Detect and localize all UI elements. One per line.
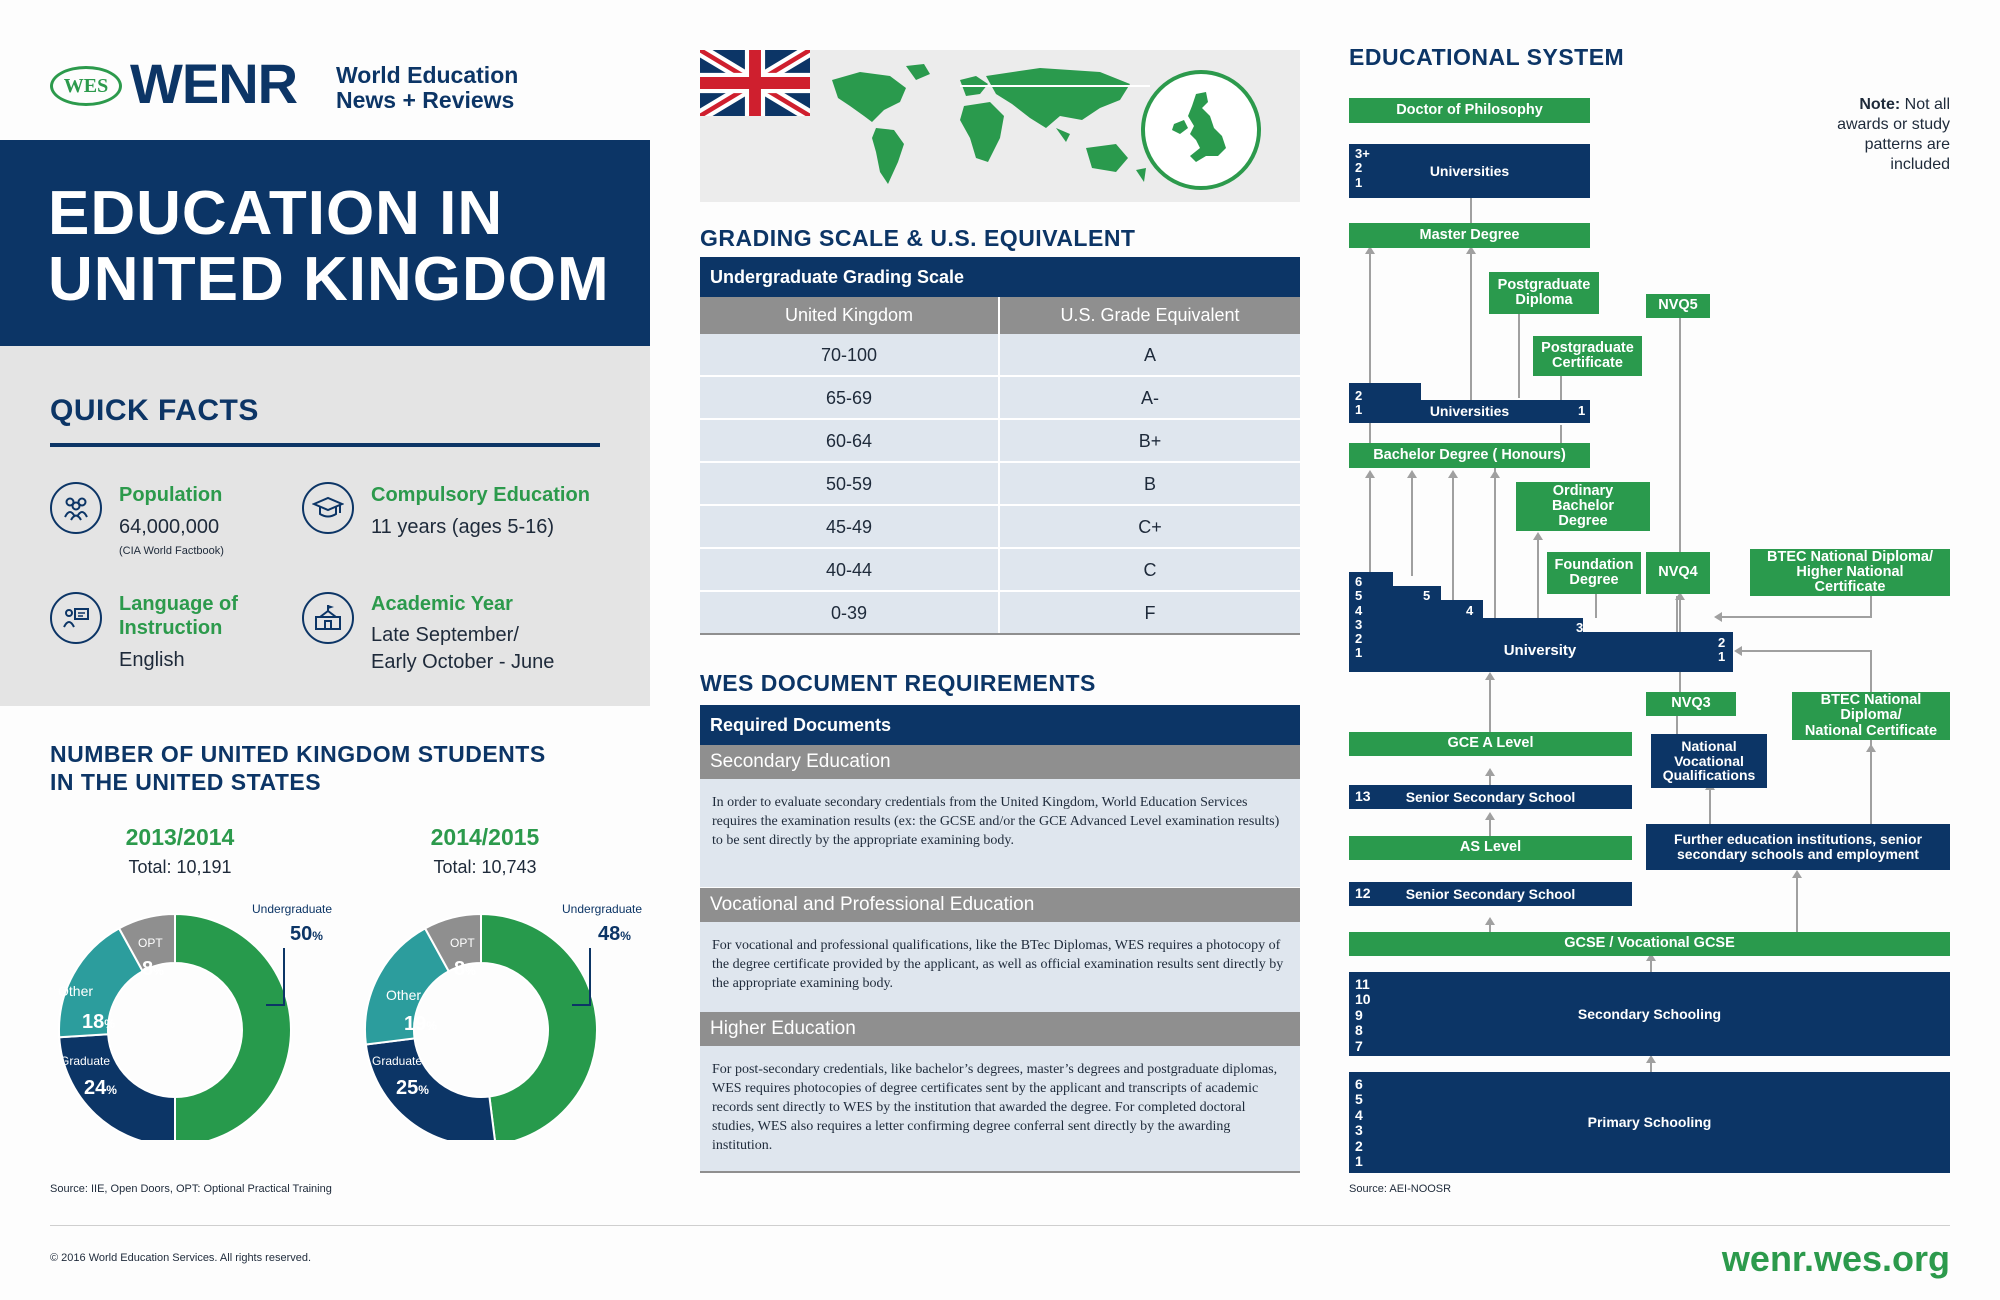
- footer-url[interactable]: wenr.wes.org: [1721, 1238, 1950, 1279]
- graduation-cap-icon: [302, 482, 354, 534]
- grade-us: F: [1144, 603, 1156, 623]
- students-heading-line1: NUMBER OF UNITED KINGDOM STUDENTS: [50, 741, 546, 767]
- connector: [1679, 318, 1681, 578]
- grade-us: B: [1143, 474, 1156, 494]
- students-heading-line2: IN THE UNITED STATES: [50, 769, 322, 795]
- bachelor-box[interactable]: Bachelor Degree ( Honours): [1349, 443, 1590, 468]
- nvq5-box[interactable]: NVQ5: [1646, 294, 1710, 318]
- donut-label-graduate: Graduate: [372, 1054, 423, 1068]
- grade-uk: 0-39: [700, 592, 1000, 633]
- grade-row: [700, 506, 1300, 549]
- grade-uk: 65-69: [700, 377, 1000, 418]
- language-value: English: [119, 649, 185, 671]
- donut-value-graduate: 24%: [84, 1077, 117, 1099]
- university-step-4: [1441, 600, 1483, 672]
- nvq4-box[interactable]: NVQ4: [1646, 552, 1710, 594]
- connector: [1369, 476, 1371, 576]
- arrow-up-icon: [1866, 744, 1876, 752]
- connector: [1738, 650, 1872, 652]
- documents-table-title: Required Documents: [700, 705, 1300, 745]
- arrow-left-icon: [1734, 646, 1742, 656]
- academic-year-value-line1: Late September/: [371, 624, 519, 646]
- arrow-up-icon: [1485, 917, 1495, 925]
- donut-value-other: 18%: [82, 1011, 115, 1033]
- connector: [1470, 250, 1472, 400]
- btec-nc-l1: BTEC National: [1820, 692, 1922, 709]
- donut-label-opt: OPT: [138, 936, 163, 950]
- title-banner: [0, 140, 650, 346]
- doc-secondary-title: Secondary Education: [700, 745, 1300, 779]
- copyright: © 2016 World Education Services. All rights reserved.: [50, 1252, 312, 1264]
- btec-hnc-l3: Certificate: [1814, 579, 1886, 596]
- arrow-up-icon: [1365, 470, 1375, 478]
- foundation-l2: Degree: [1569, 572, 1619, 588]
- grade-row: [700, 463, 1300, 506]
- page-title-line1: EDUCATION IN: [48, 179, 504, 248]
- universities-top-box[interactable]: Universities: [1349, 144, 1590, 198]
- primary-schooling-box[interactable]: Primary Schooling: [1349, 1072, 1950, 1173]
- year-13: 13: [1355, 788, 1371, 804]
- system-heading: EDUCATIONAL SYSTEM: [1349, 44, 1625, 70]
- years-primary: [1355, 1077, 1363, 1169]
- grading-rows: [700, 334, 1300, 635]
- doc-secondary-text: In order to evaluate secondary credentials from the United Kingdom, World Education Services requires the examination results (ex: the GCSE and/or the GCE Advanced Level examination results) to be sent directly by the appropriate examining body.: [700, 779, 1300, 887]
- documents-heading: WES DOCUMENT REQUIREMENTS: [700, 670, 1096, 696]
- tagline-line2: News + Reviews: [336, 87, 515, 113]
- donut-value-undergraduate: 50%: [290, 923, 323, 945]
- donut-value-undergraduate: 48%: [598, 923, 631, 945]
- year-label: 2: [1355, 160, 1363, 176]
- donut-label-other: Other: [58, 983, 94, 999]
- wes-logo-text: WES: [63, 74, 109, 97]
- grade-row: [700, 549, 1300, 592]
- years-secondary: [1355, 977, 1371, 1054]
- ordinary-bachelor-box[interactable]: [1516, 482, 1650, 531]
- gce-a-level-box[interactable]: GCE A Level: [1349, 732, 1632, 756]
- arrow-up-icon: [1485, 672, 1495, 680]
- language-label-line1: Language of: [119, 593, 238, 615]
- academic-year-label: Academic Year: [371, 593, 513, 615]
- donut-value-other: 19%: [404, 1013, 437, 1035]
- note-bold: Note:: [1859, 96, 1901, 113]
- page-title-line2: UNITED KINGDOM: [48, 245, 610, 314]
- connector: [1411, 476, 1413, 576]
- pg-cert-l2: Certificate: [1552, 355, 1623, 371]
- connector: [1870, 750, 1872, 824]
- years-top: [1355, 147, 1370, 190]
- world-map-icon: [820, 58, 1170, 198]
- chart-total-2014: Total: 10,743: [433, 857, 537, 877]
- grade-row: [700, 420, 1300, 463]
- foundation-degree-box[interactable]: [1547, 552, 1641, 594]
- ordinary-l1: Ordinary: [1552, 482, 1614, 499]
- population-label: Population: [119, 484, 223, 506]
- quick-facts-rule: [50, 443, 600, 447]
- year-label: 1: [1355, 1152, 1363, 1169]
- year-label: 2: [1355, 1137, 1363, 1154]
- year-label: 1: [1355, 402, 1363, 418]
- donut-label-undergraduate: Undergraduate: [562, 902, 643, 916]
- note-line3: patterns are: [1864, 136, 1950, 153]
- connector: [1452, 476, 1454, 602]
- grade-us: A-: [1141, 388, 1159, 408]
- year-label: 10: [1355, 991, 1371, 1008]
- arrow-up-icon: [1485, 812, 1495, 820]
- grade-uk: 60-64: [700, 420, 1000, 461]
- donut-value-graduate: 25%: [396, 1077, 429, 1099]
- university-label: University: [1503, 642, 1577, 659]
- quick-facts-heading: QUICK FACTS: [50, 394, 259, 427]
- year-label: 3: [1355, 1122, 1363, 1139]
- doc-higher-title: Higher Education: [700, 1012, 1300, 1046]
- further-l2: secondary schools and employment: [1677, 846, 1919, 862]
- grade-us: C+: [1138, 517, 1162, 537]
- arrow-left-icon: [1714, 612, 1722, 622]
- donut-chart-2014: [346, 880, 656, 1140]
- year-label: 3+: [1355, 146, 1370, 161]
- year-mid-right: 1: [1578, 403, 1586, 418]
- btec-nc-l2: Diploma/: [1840, 707, 1902, 724]
- nvq3-box[interactable]: NVQ3: [1646, 692, 1736, 716]
- chart-title-2014: 2014/2015: [430, 824, 540, 850]
- btec-nc-box[interactable]: [1792, 692, 1950, 740]
- grade-uk: 40-44: [700, 549, 1000, 590]
- senior-13-box[interactable]: Senior Secondary School: [1349, 785, 1632, 809]
- pg-diploma-l1: Postgraduate: [1497, 276, 1591, 293]
- system-note: [1800, 95, 1950, 175]
- population-note: (CIA World Factbook): [119, 545, 224, 557]
- arrow-up-icon: [1533, 532, 1543, 540]
- arrow-up-icon: [1490, 470, 1500, 478]
- years-univ: [1355, 575, 1362, 661]
- population-icon: [50, 482, 102, 534]
- donut-chart-2013: [40, 880, 350, 1140]
- pg-diploma-box[interactable]: [1489, 272, 1599, 314]
- nvq-l3: Qualifications: [1662, 767, 1756, 784]
- tagline-line1: World Education: [336, 62, 519, 88]
- year-label: 11: [1355, 976, 1370, 992]
- doctor-box[interactable]: Doctor of Philosophy: [1349, 98, 1590, 123]
- year-label: 1: [1355, 174, 1363, 190]
- grade-uk: 50-59: [700, 463, 1000, 504]
- donut-label-undergraduate: Undergraduate: [252, 902, 333, 916]
- senior-12-box[interactable]: Senior Secondary School: [1349, 882, 1632, 906]
- step-label-4: 4: [1466, 603, 1474, 618]
- year-label: 2: [1355, 388, 1363, 403]
- system-source: Source: AEI-NOOSR: [1349, 1183, 1452, 1195]
- school-icon: [302, 592, 354, 644]
- grade-uk: 45-49: [700, 506, 1000, 547]
- year-label: 5: [1355, 1091, 1363, 1108]
- universities-mid-box[interactable]: Universities: [1349, 400, 1590, 423]
- grade-row: [700, 377, 1300, 420]
- further-education-box[interactable]: [1646, 824, 1950, 870]
- doc-vocational-text: For vocational and professional qualifications, like the BTec Diplomas, WES requires a photocopy of the degree certificate provided by the applicant, as well as official examination results sent directly by the appropriate examining body.: [700, 922, 1300, 1012]
- connector: [1676, 596, 1678, 634]
- connector: [1796, 876, 1798, 932]
- year-label: 6: [1355, 574, 1363, 589]
- grade-uk: 70-100: [700, 334, 1000, 375]
- nvq-l1: National: [1681, 737, 1737, 754]
- connector: [1560, 375, 1562, 400]
- donut-label-opt: OPT: [450, 936, 475, 950]
- year-label: 8: [1355, 1022, 1363, 1039]
- donut-slice-graduate: [59, 1034, 175, 1140]
- grade-row: [700, 592, 1300, 635]
- pg-diploma-l2: Diploma: [1515, 292, 1573, 308]
- btec-hnc-l2: Higher National: [1796, 563, 1904, 580]
- wenr-logo[interactable]: WENR: [130, 52, 298, 115]
- connector: [1489, 678, 1491, 740]
- academic-year-value-line2: Early October - June: [371, 651, 555, 673]
- step-label-3: 3: [1576, 620, 1584, 635]
- grading-col-header-us: U.S. Grade Equivalent: [1000, 297, 1300, 334]
- secondary-schooling-box[interactable]: Secondary Schooling: [1349, 972, 1950, 1056]
- speech-icon: [50, 592, 102, 644]
- grading-table-title: Undergraduate Grading Scale: [700, 257, 1300, 297]
- donut-label-graduate: Graduate: [60, 1054, 111, 1068]
- arrow-up-icon: [1407, 470, 1417, 478]
- note-line1: Not all: [1900, 96, 1950, 113]
- btec-nc-l3: National Certificate: [1804, 722, 1938, 739]
- grading-heading: GRADING SCALE & U.S. EQUIVALENT: [700, 225, 1136, 251]
- university-step-5: [1393, 586, 1441, 672]
- pg-certificate-box[interactable]: [1533, 336, 1642, 376]
- note-line4: included: [1890, 156, 1950, 173]
- chart-title-2013: 2013/2014: [125, 824, 235, 850]
- gcse-box[interactable]: GCSE / Vocational GCSE: [1349, 932, 1950, 956]
- donut-value-opt: 8%: [454, 958, 476, 980]
- master-box[interactable]: Master Degree: [1349, 223, 1590, 248]
- year-label: 2: [1718, 635, 1726, 650]
- footer-rule: [50, 1225, 1950, 1226]
- arrow-up-icon: [1646, 1055, 1656, 1063]
- grade-us: C: [1143, 560, 1157, 580]
- donut-slice-undergraduate: [175, 914, 291, 1140]
- grading-col-header-uk: United Kingdom: [700, 297, 1000, 334]
- donut-value-opt: 8%: [142, 958, 164, 980]
- year-label: 2: [1355, 631, 1363, 647]
- students-source: Source: IIE, Open Doors, OPT: Optional Practical Training: [50, 1183, 332, 1195]
- year-label: 4: [1355, 602, 1363, 618]
- year-label: 3: [1355, 616, 1363, 632]
- foundation-l1: Foundation: [1554, 556, 1634, 573]
- connector: [1676, 716, 1678, 734]
- years-univ-right: [1718, 636, 1725, 665]
- further-l1: Further education institutions, senior: [1673, 831, 1923, 848]
- nvq-l2: Vocational: [1674, 752, 1744, 769]
- nvq-box[interactable]: [1651, 734, 1767, 788]
- grade-us: A: [1143, 345, 1156, 365]
- wes-logo[interactable]: [50, 66, 122, 106]
- uk-map-circle: [1141, 70, 1261, 190]
- years-mid-left: [1355, 389, 1362, 418]
- connector: [1494, 466, 1496, 632]
- connector: [1718, 616, 1872, 618]
- year-label: 4: [1355, 1106, 1363, 1123]
- arrow-up-icon: [1792, 870, 1802, 878]
- year-12: 12: [1355, 885, 1371, 901]
- step-label-5: 5: [1423, 588, 1431, 603]
- pg-cert-l1: Postgraduate: [1541, 339, 1634, 356]
- connector: [1369, 252, 1371, 462]
- language-label-line2: Instruction: [119, 617, 223, 639]
- year-label: 1: [1718, 649, 1726, 665]
- year-label: 5: [1355, 588, 1363, 604]
- arrow-up-icon: [1448, 470, 1458, 478]
- year-label: 9: [1355, 1006, 1363, 1023]
- year-label: 1: [1355, 645, 1363, 661]
- arrow-up-icon: [1485, 768, 1495, 776]
- population-value: 64,000,000: [119, 516, 220, 538]
- compulsory-label: Compulsory Education: [371, 484, 590, 506]
- grade-row: [700, 334, 1300, 377]
- compulsory-value: 11 years (ages 5-16): [371, 516, 555, 538]
- year-label: 7: [1355, 1037, 1363, 1054]
- year-label: 6: [1355, 1076, 1363, 1092]
- btec-hnc-l1: BTEC National Diploma/: [1767, 548, 1933, 565]
- note-line2: awards or study: [1837, 116, 1950, 133]
- doc-higher-text: For post-secondary credentials, like bachelor’s degrees, master’s degrees and postgraduate diplomas, WES requires photocopies of degree certificates sent by the applicant and transcripts of academic records sent directly to WES by the institution that awarded the degree. For completed doctoral studies, WES also requires a letter confirming degree conferral sent directly by the awarding institution.: [700, 1046, 1300, 1173]
- connector: [1870, 596, 1872, 618]
- doc-vocational-title: Vocational and Professional Education: [700, 888, 1300, 922]
- ordinary-l3: Degree: [1558, 513, 1608, 530]
- donut-label-other: Other: [386, 987, 422, 1003]
- uk-map-icon: [1166, 90, 1236, 170]
- donut-slice-undergraduate: [481, 914, 597, 1140]
- chart-total-2013: Total: 10,191: [128, 857, 232, 877]
- ordinary-l2: Bachelor: [1551, 497, 1615, 514]
- grade-us: B+: [1138, 431, 1162, 451]
- as-level-box[interactable]: AS Level: [1349, 836, 1632, 860]
- connector: [1537, 538, 1539, 618]
- btec-hnc-box[interactable]: [1750, 549, 1950, 596]
- uk-flag-icon: [700, 50, 810, 116]
